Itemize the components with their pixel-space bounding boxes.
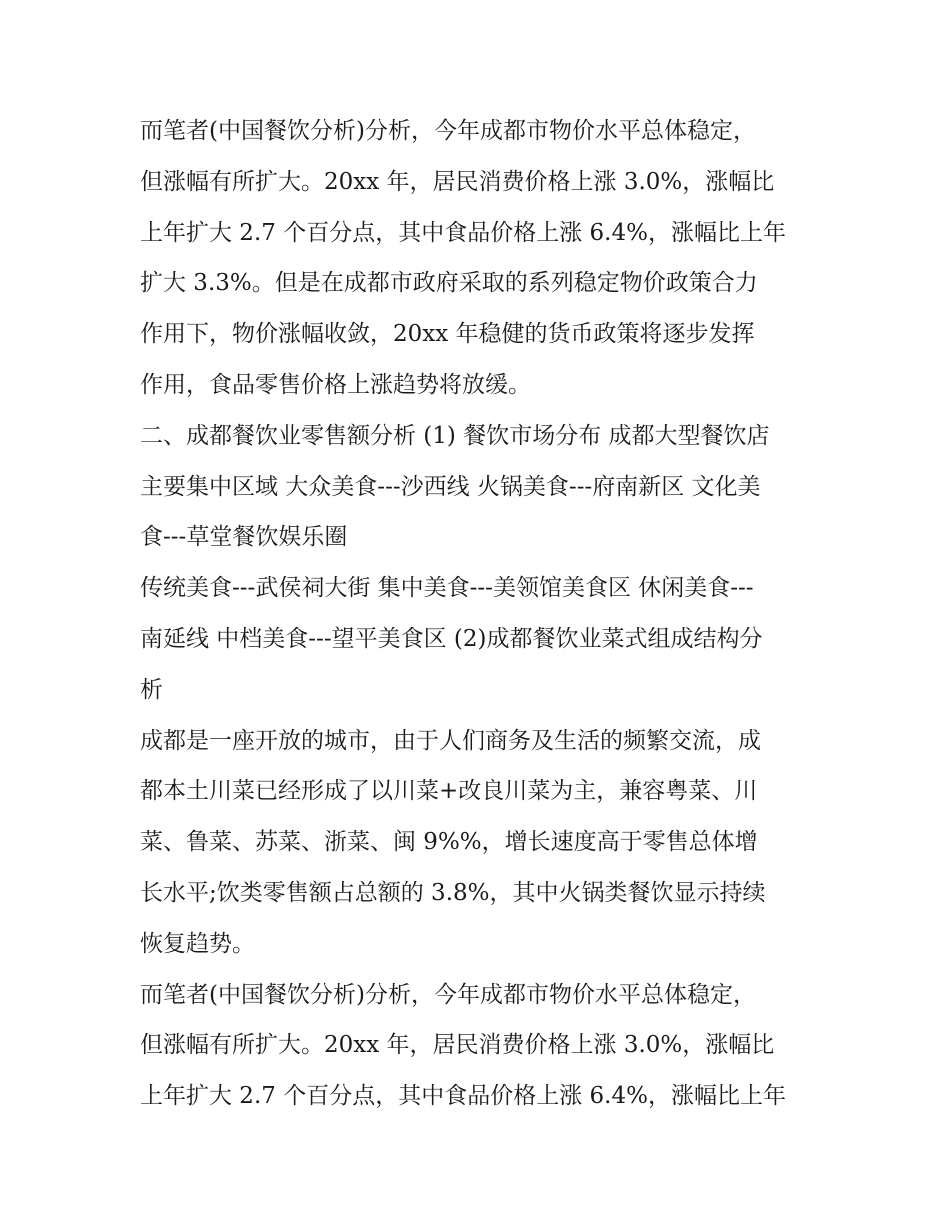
- text-line-14: 都本土川菜已经形成了以川菜+改良川菜为主，兼容粤菜、川: [140, 778, 758, 805]
- text-line-20: 上年扩大 2.7 个百分点，其中食品价格上涨 6.4%，涨幅比上年: [140, 1083, 786, 1110]
- text-line-18: 而笔者(中国餐饮分析)分析，今年成都市物价水平总体稳定，: [140, 981, 756, 1008]
- text-line-12: 析: [140, 676, 163, 703]
- text-line-16: 长水平;饮类零售额占总额的 3.8%，其中火锅类餐饮显示持续: [140, 879, 766, 906]
- text-line-10: 传统美食---武侯祠大街 集中美食---美领馆美食区 休闲美食---: [140, 575, 754, 602]
- text-line-8: 主要集中区域 大众美食---沙西线 火锅美食---府南新区 文化美: [140, 473, 761, 500]
- text-line-2: 但涨幅有所扩大。20xx 年，居民消费价格上涨 3.0%，涨幅比: [140, 168, 775, 195]
- text-line-17: 恢复趋势。: [140, 930, 255, 957]
- document-body: [140, 106, 820, 1122]
- text-line-15: 菜、鲁菜、苏菜、浙菜、闽 9%%，增长速度高于零售总体增: [140, 829, 758, 856]
- text-line-13: 成都是一座开放的城市，由于人们商务及生活的频繁交流，成: [140, 727, 761, 754]
- text-line-3: 上年扩大 2.7 个百分点，其中食品价格上涨 6.4%，涨幅比上年: [140, 219, 786, 246]
- text-line-19: 但涨幅有所扩大。20xx 年，居民消费价格上涨 3.0%，涨幅比: [140, 1032, 775, 1059]
- text-line-7: 二、成都餐饮业零售额分析 (1) 餐饮市场分布 成都大型餐饮店: [140, 422, 770, 449]
- text-line-6: 作用，食品零售价格上涨趋势将放缓。: [140, 371, 531, 398]
- text-line-9: 食---草堂餐饮娱乐圈: [140, 524, 348, 551]
- text-line-4: 扩大 3.3%。但是在成都市政府采取的系列稳定物价政策合力: [140, 270, 758, 297]
- text-line-5: 作用下，物价涨幅收敛，20xx 年稳健的货币政策将逐步发挥: [140, 321, 755, 348]
- text-line-11: 南延线 中档美食---望平美食区 (2)成都餐饮业菜式组成结构分: [140, 625, 763, 652]
- text-line-1: 而笔者(中国餐饮分析)分析，今年成都市物价水平总体稳定，: [140, 118, 756, 144]
